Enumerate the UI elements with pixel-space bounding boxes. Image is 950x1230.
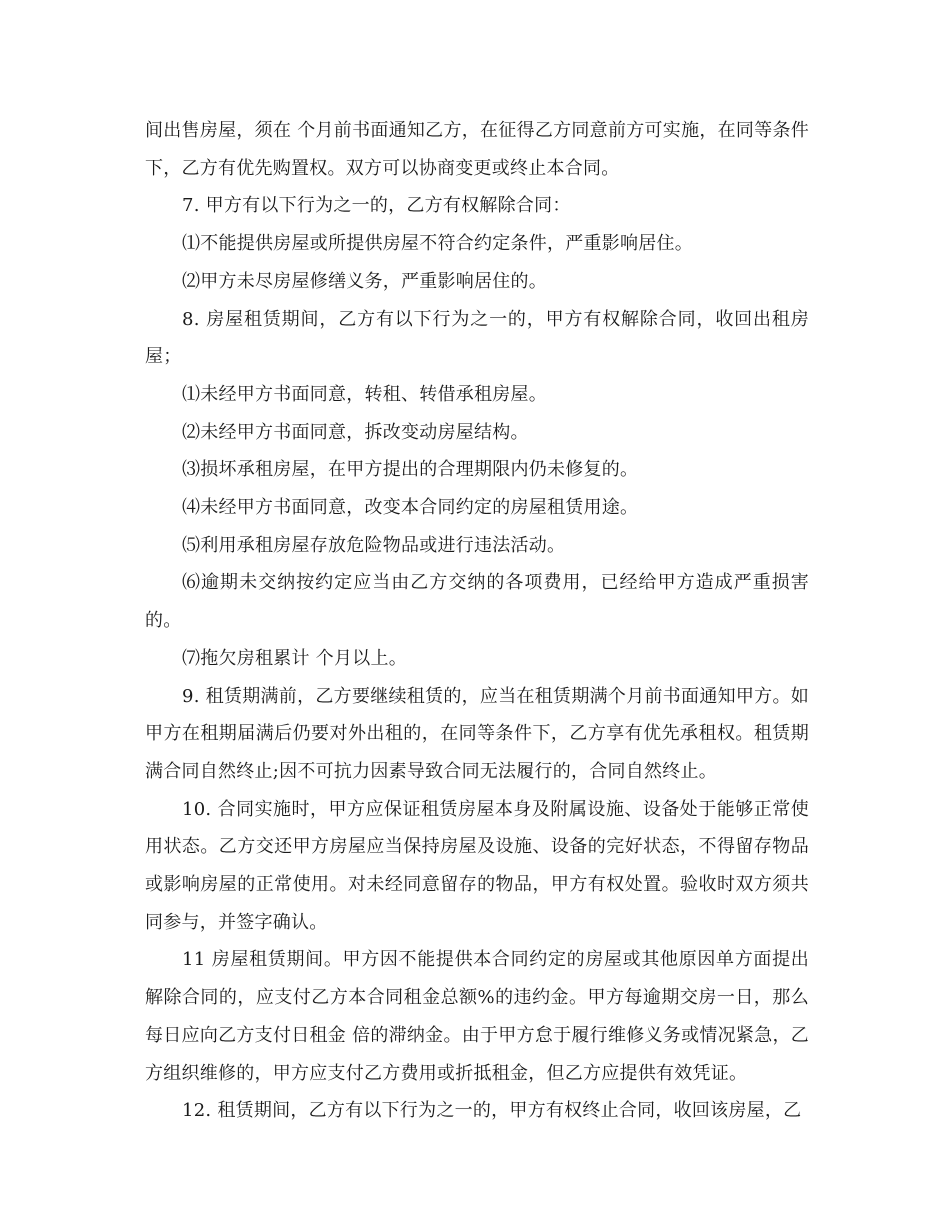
paragraph-clause-8-item-2: ⑵未经甲方书面同意，拆改变动房屋结构。 bbox=[182, 421, 529, 443]
paragraph-clause-10: 10. 合同实施时，甲方应保证租赁房屋本身及附属设施、设备处于能够正常使用状态。乙方交还甲方房屋应当保持房屋及设施、设备的完好状态，不得留存物品或影响房屋的正常使用。对未经同意留存的物品，甲方有权处置。验收时双方须共同参与，并签字确认。 bbox=[145, 798, 809, 933]
paragraph-clause-8-item-7: ⑺拖欠房租累计 个月以上。 bbox=[182, 647, 407, 669]
paragraph-clause-8-item-3: ⑶损坏承租房屋，在甲方提出的合理期限内仍未修复的。 bbox=[182, 459, 639, 481]
paragraph-clause-12: 12. 租赁期间，乙方有以下行为之一的，甲方有权终止合同，收回该房屋，乙 bbox=[182, 1100, 802, 1122]
paragraph-clause-8-item-5: ⑸利用承租房屋存放危险物品或进行违法活动。 bbox=[182, 534, 566, 556]
contract-body bbox=[145, 112, 809, 1130]
paragraph-sale-notice: 间出售房屋，须在 个月前书面通知乙方，在征得乙方同意前方可实施，在同等条件下，乙方有优先购置权。双方可以协商变更或终止本合同。 bbox=[145, 120, 809, 179]
paragraph-clause-7: 7. 甲方有以下行为之一的，乙方有权解除合同： bbox=[182, 195, 571, 217]
paragraph-clause-8-item-4: ⑷未经甲方书面同意，改变本合同约定的房屋租赁用途。 bbox=[182, 497, 639, 519]
paragraph-clause-9: 9. 租赁期满前，乙方要继续租赁的，应当在租赁期满个月前书面通知甲方。如甲方在租期届满后仍要对外出租的，在同等条件下，乙方享有优先承租权。租赁期满合同自然终止;因不可抗力因素导致合同无法履行的，合同自然终止。 bbox=[145, 685, 809, 782]
paragraph-clause-7-item-2: ⑵甲方未尽房屋修缮义务，严重影响居住的。 bbox=[182, 270, 547, 292]
paragraph-clause-7-item-1: ⑴不能提供房屋或所提供房屋不符合约定条件，严重影响居住。 bbox=[182, 233, 693, 255]
paragraph-clause-8: 8. 房屋租赁期间，乙方有以下行为之一的，甲方有权解除合同，收回出租房屋； bbox=[145, 308, 809, 368]
paragraph-clause-8-item-6: ⑹逾期未交纳按约定应当由乙方交纳的各项费用，已经给甲方造成严重损害的。 bbox=[145, 572, 809, 632]
paragraph-clause-8-item-1: ⑴未经甲方书面同意，转租、转借承租房屋。 bbox=[182, 383, 547, 405]
paragraph-clause-11: 11 房屋租赁期间。甲方因不能提供本合同约定的房屋或其他原因单方面提出解除合同的，应支付乙方本合同租金总额%的违约金。甲方每逾期交房一日，那么每日应向乙方支付日租金 倍的滞纳金。由于甲方怠于履行维修义务或情况紧急，乙方组织维修的，甲方应支付乙方费用或折抵租金，但乙方应提供有效凭证。 bbox=[145, 949, 809, 1084]
